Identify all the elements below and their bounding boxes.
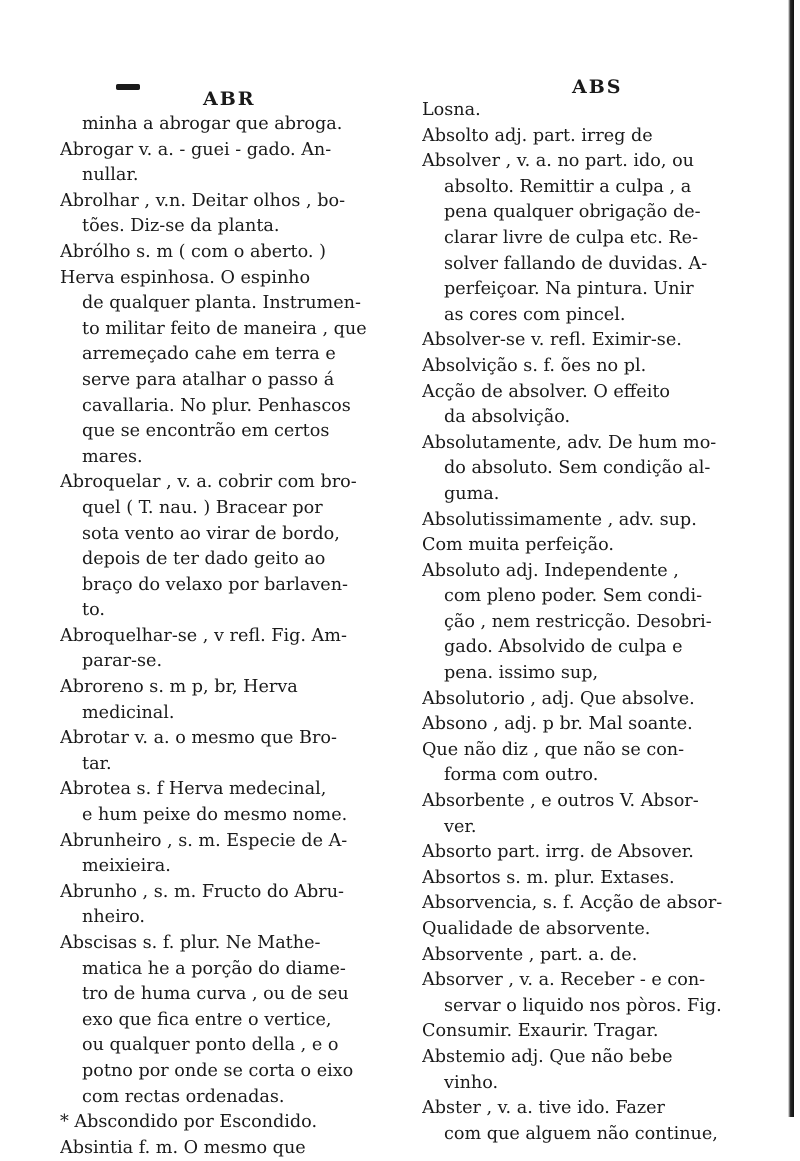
ink-dash [116, 84, 140, 90]
text-line: Abroquelhar-se , v refl. Fig. Am- [60, 625, 347, 646]
text-line: Absolver , v. a. no part. ido, ou [422, 151, 694, 172]
text-line: Absorvencia, s. f. Acção de absor- [422, 893, 723, 914]
text-line: servar o liquido nos pòros. Fig. [444, 995, 722, 1016]
text-line: que se encontrão em certos [82, 421, 330, 442]
right-running-head: ABS [572, 76, 623, 98]
text-line: nheiro. [82, 907, 145, 928]
text-line: Abrunheiro , s. m. Especie de A- [60, 830, 348, 851]
text-line: Que não diz , que não se con- [422, 739, 685, 760]
text-line: Absortos s. m. plur. Extases. [422, 867, 675, 888]
text-line: guma. [444, 483, 500, 504]
text-line: Abroreno s. m p, br, Herva [60, 677, 298, 698]
text-line: Absorto part. irrg. de Absover. [422, 842, 694, 863]
text-line: Absolutorio , adj. Que absolve. [422, 688, 695, 709]
text-line: com pleno poder. Sem condi- [444, 586, 703, 607]
text-line: tro de huma curva , ou de seu [82, 984, 349, 1005]
text-line: Consumir. Exaurir. Tragar. [422, 1021, 659, 1042]
text-line: sota vento ao virar de bordo, [82, 523, 340, 544]
text-line: Absorver , v. a. Receber - e con- [422, 970, 706, 991]
text-line: braço do velaxo por barlaven- [82, 574, 348, 595]
text-line: depois de ter dado geito ao [82, 549, 326, 570]
text-line: Acção de absolver. O effeito [422, 381, 670, 402]
text-line: cavallaria. No plur. Penhascos [82, 395, 351, 416]
text-line: clarar livre de culpa etc. Re- [444, 227, 699, 248]
text-line: matica he a porção do diame- [82, 958, 346, 979]
text-line: Absintia f. m. O mesmo que [60, 1137, 306, 1158]
text-line: da absolvição. [444, 407, 571, 428]
text-line: tões. Diz-se da planta. [82, 216, 280, 237]
text-line: Absorvente , part. a. de. [422, 944, 638, 965]
text-line: Absolto adj. part. irreg de [422, 125, 653, 146]
text-line: nullar. [82, 165, 139, 186]
text-line: do absoluto. Sem condição al- [444, 458, 711, 479]
text-line: absolto. Remittir a culpa , a [444, 176, 692, 197]
text-line: Abrolhar , v.n. Deitar olhos , bo- [60, 190, 346, 211]
text-line: Absorbente , e outros V. Absor- [422, 791, 699, 812]
text-line: Absoluto adj. Independente , [422, 560, 679, 581]
text-line: quel ( T. nau. ) Bracear por [82, 497, 323, 518]
text-line: Absolvição s. f. ões no pl. [422, 355, 647, 376]
text-line: arremeçado cahe em terra e [82, 344, 336, 365]
text-line: Abrunho , s. m. Fructo do Abru- [60, 881, 344, 902]
text-line: to militar feito de maneira , que [82, 318, 367, 339]
text-line: Abrotar v. a. o mesmo que Bro- [60, 728, 337, 749]
text-line: com que alguem não continue, [444, 1123, 718, 1144]
text-line: forma com outro. [444, 765, 599, 786]
text-line: * Abscondido por Escondido. [60, 1112, 318, 1133]
text-line: Absono , adj. p br. Mal soante. [422, 714, 693, 735]
text-line: Abroquelar , v. a. cobrir com bro- [60, 472, 357, 493]
text-line: as cores com pincel. [444, 304, 626, 325]
text-line: vinho. [444, 1072, 499, 1093]
left-column [60, 112, 412, 1161]
text-line: de qualquer planta. Instrumen- [82, 293, 361, 314]
text-line: pena. issimo sup, [444, 663, 599, 684]
text-line: Abstemio adj. Que não bebe [422, 1046, 673, 1067]
text-line: exo que fica entre o vertice, [82, 1009, 332, 1030]
text-line: Absolver-se v. refl. Eximir-se. [422, 330, 682, 351]
text-line: minha a abrogar que abroga. [82, 114, 343, 134]
text-line: Absolutamente, adv. De hum mo- [422, 432, 717, 453]
text-line: pena qualquer obrigação de- [444, 202, 701, 223]
text-line: mares. [82, 446, 143, 467]
text-line: Abrogar v. a. - guei - gado. An- [60, 139, 332, 160]
text-line: Absolutissimamente , adv. sup. [422, 509, 697, 530]
text-line: Qualidade de absorvente. [422, 919, 651, 939]
text-line: com rectas ordenadas. [82, 1086, 285, 1107]
text-line: Abrotea s. f Herva medecinal, [60, 779, 327, 800]
right-column [422, 98, 794, 1147]
text-line: parar-se. [82, 651, 163, 672]
text-line: serve para atalhar o passo á [82, 369, 335, 390]
text-line: Abster , v. a. tive ido. Fazer [422, 1098, 665, 1119]
text-line: meixieira. [82, 856, 171, 877]
text-line: tar. [82, 753, 112, 774]
text-line: e hum peixe do mesmo nome. [82, 805, 348, 826]
text-line: ou qualquer ponto della , e o [82, 1035, 339, 1056]
text-line: gado. Absolvido de culpa e [444, 637, 683, 658]
text-line: perfeiçoar. Na pintura. Unir [444, 279, 694, 300]
text-line: to. [82, 600, 105, 621]
text-line: solver fallando de duvidas. A- [444, 253, 708, 274]
text-line: potno por onde se corta o eixo [82, 1060, 354, 1081]
text-line: Abrólho s. m ( com o aberto. ) [60, 241, 326, 262]
text-line: ção , nem restricção. Desobri- [444, 611, 712, 632]
text-line: medicinal. [82, 702, 175, 723]
text-line: ver. [444, 816, 477, 837]
text-line: Abscisas s. f. plur. Ne Mathe- [60, 933, 321, 953]
text-line: Com muita perfeição. [422, 535, 614, 556]
text-line: Losna. [422, 100, 481, 120]
text-line: Herva espinhosa. O espinho [60, 267, 311, 288]
left-running-head: ABR [203, 88, 256, 110]
